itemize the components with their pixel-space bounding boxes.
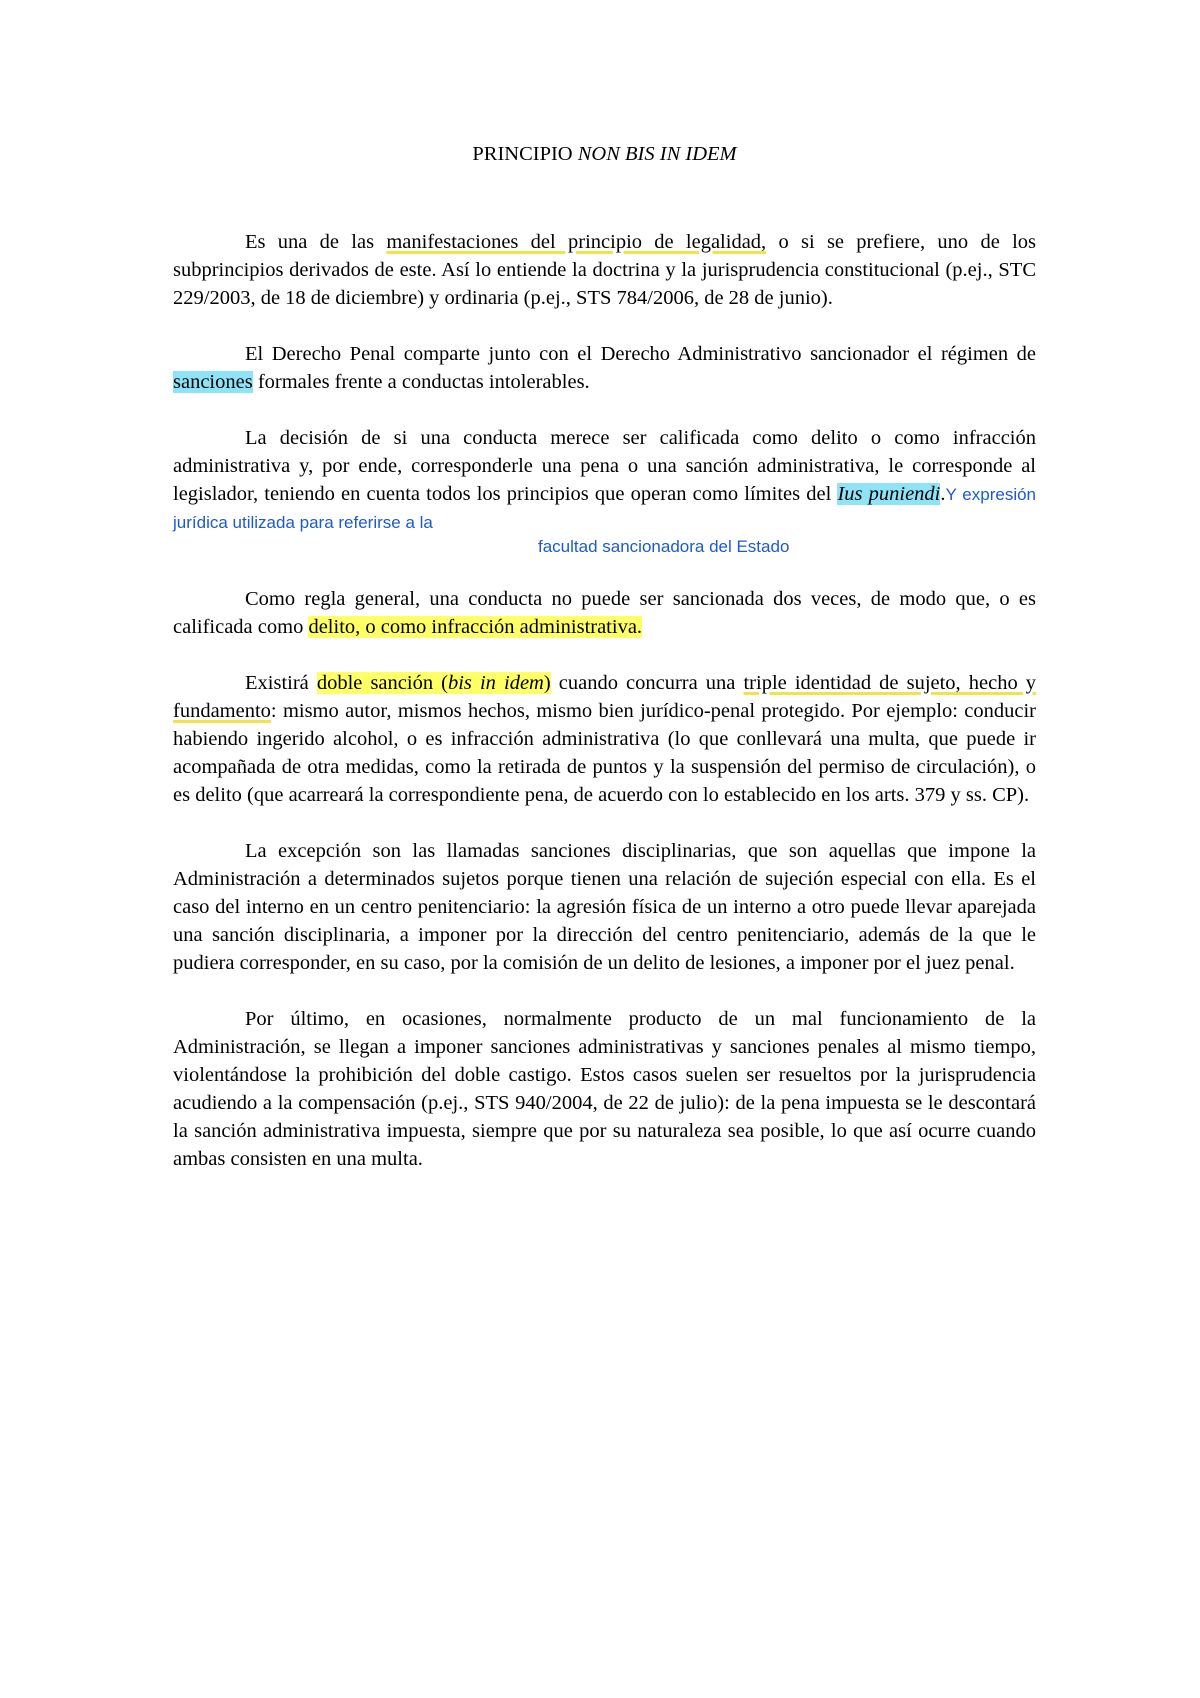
paragraph-7: Por último, en ocasiones, normalmente producto de un mal funcionamiento de la Administración, se llegan a imponer sanciones administrativas y sanciones penales al mismo tiempo, violentándose la prohibición del doble castigo. Estos casos suelen ser resueltos por la jurisprudencia acudiendo a la compensación (p.ej., STS 940/2004, de 22 de julio): de la pena impuesta se le descontará la sanción administrativa impuesta, siempre que por su naturaleza sea posible, lo que así ocurre cuando ambas consisten en una multa. xyxy=(173,1008,1036,1170)
paragraph-2 xyxy=(173,340,1036,396)
p2-text-2: formales frente a conductas intolerables. xyxy=(252,371,590,393)
paragraph-6: La excepción son las llamadas sanciones disciplinarias, que son aquellas que impone la Administración a determinados sujetos porque tienen una relación de sujeción especial con ella. Es el caso del interno en un centro penitenciario: la agresión física de un interno a otro puede llevar aparejada una sanción disciplinaria, a imponer por la dirección del centro penitenciario, además de la que le pudiera corresponder, en su caso, por la comisión de un delito de lesiones, a imponer por el juez penal. xyxy=(173,840,1036,974)
p5-text-2: cuando concurra una xyxy=(550,672,744,694)
p2-text-1: El Derecho Penal comparte junto con el Derecho Administrativo sancionador el régimen de xyxy=(245,343,1036,365)
p5-text-3: : mismo autor, mismos hechos, mismo bien jurídico-penal protegido. Por ejemplo: conducir habiendo ingerido alcohol, o es infracción administrativa (lo que conllevará una multa, que puede ir acompañada de otra medidas, como la retirada de puntos y la suspensión del permiso de circulación), o es delito (que acarreará la correspondiente pena, de acuerdo con lo establecido en los arts. 379 y ss. CP). xyxy=(173,700,1036,806)
document-title xyxy=(173,140,1036,168)
p5-underlined-phrase: triple identidad de sujeto, hecho y fundamento xyxy=(173,672,1037,722)
document-body xyxy=(173,140,1036,1201)
title-italic: NON BIS IN IDEM xyxy=(577,143,737,165)
p5-highlight-part-end: ) xyxy=(543,672,551,694)
p5-highlight-part-1: doble sanción ( xyxy=(316,672,448,694)
p2-highlight-sanciones: sanciones xyxy=(173,371,253,393)
p3-text-2: . xyxy=(940,483,946,505)
p5-highlight-italic: bis in idem xyxy=(447,672,544,694)
paragraph-1 xyxy=(173,228,1036,312)
annotation-note-line-1: Y expresión jurídica utilizada para referirse a la xyxy=(173,485,1037,532)
p3-text-1: La decisión de si una conducta merece ser calificada como delito o como infracción administrativa y, por ende, corresponderle una pena o una sanción administrativa, le corresponde al legislador, teniendo en cuenta todos los principios que operan como límites del xyxy=(173,427,1036,505)
paragraph-4 xyxy=(173,585,1036,641)
paragraph-5 xyxy=(173,669,1036,809)
title-plain: PRINCIPIO xyxy=(472,143,578,165)
p5-text-1: Existirá xyxy=(245,672,317,694)
p3-highlight-ius-puniendi: Ius puniendi xyxy=(837,483,941,505)
annotation-note-line-2: facultad sancionadora del Estado xyxy=(538,537,790,556)
p4-highlight: delito, o como infracción administrativa. xyxy=(308,616,643,638)
p1-text-2: o si se prefiere, uno de los subprincipios derivados de este. Así lo entiende la doctrina y la jurisprudencia constitucional (p.ej., STC 229/2003, de 18 de diciembre) y ordinaria (p.ej., STS 784/2006, de 28 de junio). xyxy=(173,231,1036,309)
p1-text-1: Es una de las xyxy=(245,231,387,253)
p5-highlight-doble-sancion xyxy=(317,672,551,694)
p1-underlined-phrase: manifestaciones del principio de legalidad, xyxy=(386,231,767,253)
paragraph-3 xyxy=(173,424,1036,557)
p4-text-1: Como regla general, una conducta no puede ser sancionada dos veces, de modo que, o es calificada como xyxy=(173,588,1036,638)
